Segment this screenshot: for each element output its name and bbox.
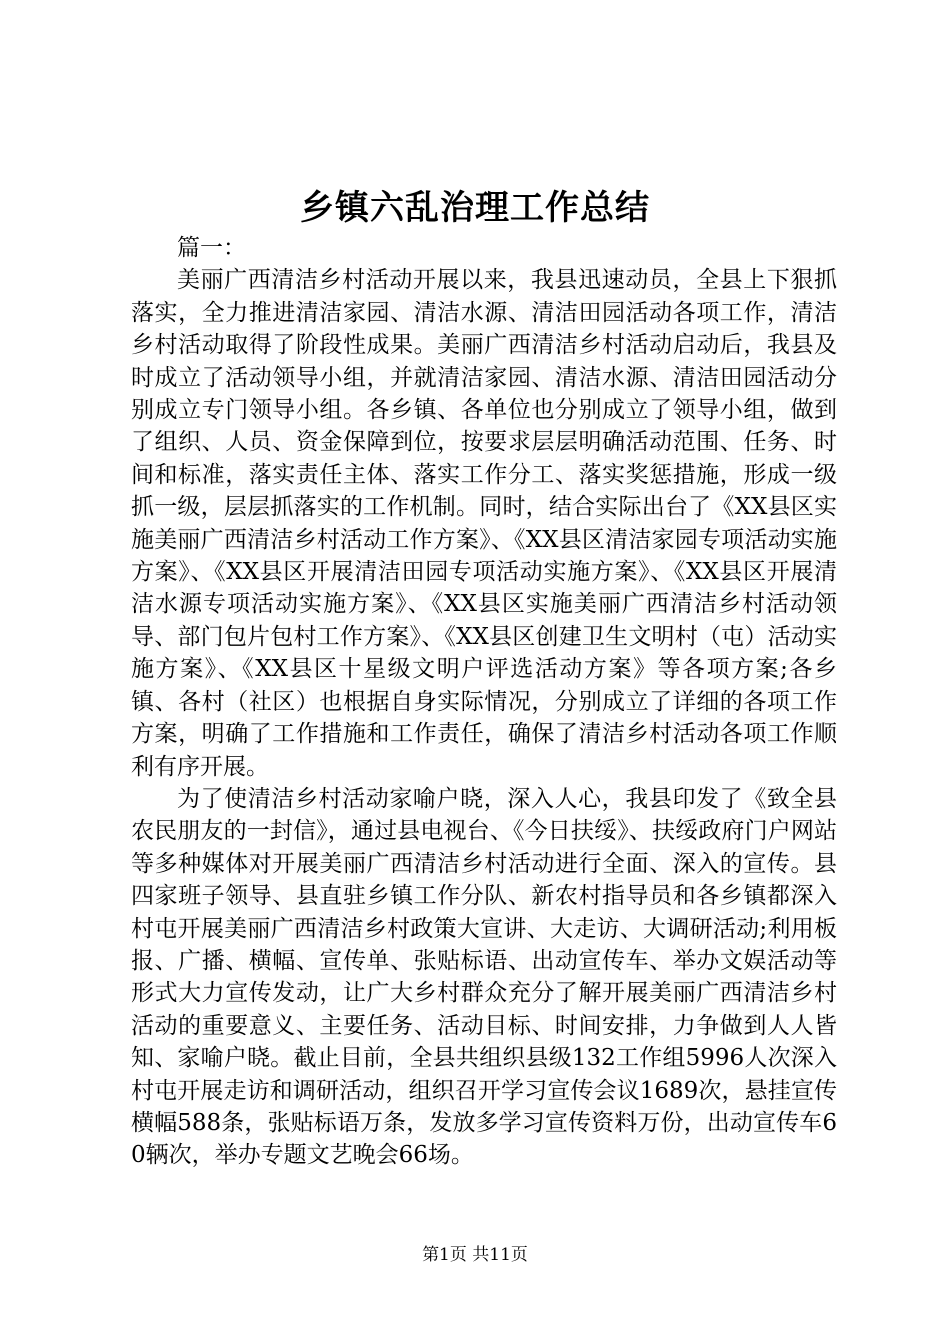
section-label: 篇一： — [177, 235, 246, 261]
document-title: 乡镇六乱治理工作总结 — [300, 188, 650, 228]
page-footer: 第1页 共11页 — [422, 1245, 528, 1265]
body-paragraph-1: 美丽广西清洁乡村活动开展以来，我县迅速动员，全县上下狠抓落实，全力推进清洁家园、清洁水源、清洁田园活动各项工作，清洁乡村活动取得了阶段性成果。美丽广西清洁乡村活动启动后，我县及时成立了活动领导小组，并就清洁家园、清洁水源、清洁田园活动分别成立专门领导小组。各乡镇、各单位也分别成立了领导小组，做到了组织、人员、资金保障到位，按要求层层明确活动范围、任务、时间和标准，落实责任主体、落实工作分工、落实奖惩措施，形成一级抓一级，层层抓落实的工作机制。同时，结合实际出台了《XX县区实施美丽广西清洁乡村活动工作方案》、《XX县区清洁家园专项活动实施方案》、《XX县区开展清洁田园专项活动实施方案》、《XX县区开展清洁水源专项活动实施方案》、《XX县区实施美丽广西清洁乡村活动领导、部门包片包村工作方案》、《XX县区创建卫生文明村（屯）活动实施方案》、《XX县区十星级文明户评选活动方案》等各项方案;各乡镇、各村（社区）也根据自身实际情况，分别成立了详细的各项工作方案，明确了工作措施和工作责任，确保了清洁乡村活动各项工作顺利有序开展。 — [131, 267, 837, 780]
document-body — [131, 232, 837, 1172]
body-paragraph-2: 为了使清洁乡村活动家喻户晓，深入人心，我县印发了《致全县农民朋友的一封信》，通过县电视台、《今日扶绥》、扶绥政府门户网站等多种媒体对开展美丽广西清洁乡村活动进行全面、深入的宣传。县四家班子领导、县直驻乡镇工作分队、新农村指导员和各乡镇都深入村屯开展美丽广西清洁乡村政策大宣讲、大走访、大调研活动;利用板报、广播、横幅、宣传单、张贴标语、出动宣传车、举办文娱活动等形式大力宣传发动，让广大乡村群众充分了解开展美丽广西清洁乡村活动的重要意义、主要任务、活动目标、时间安排，力争做到人人皆知、家喻户晓。截止目前，全县共组织县级132工作组5996人次深入村屯开展走访和调研活动，组织召开学习宣传会议1689次，悬挂宣传横幅588条，张贴标语万条，发放多学习宣传资料万份，出动宣传车60辆次，举办专题文艺晚会66场。 — [131, 785, 837, 1169]
